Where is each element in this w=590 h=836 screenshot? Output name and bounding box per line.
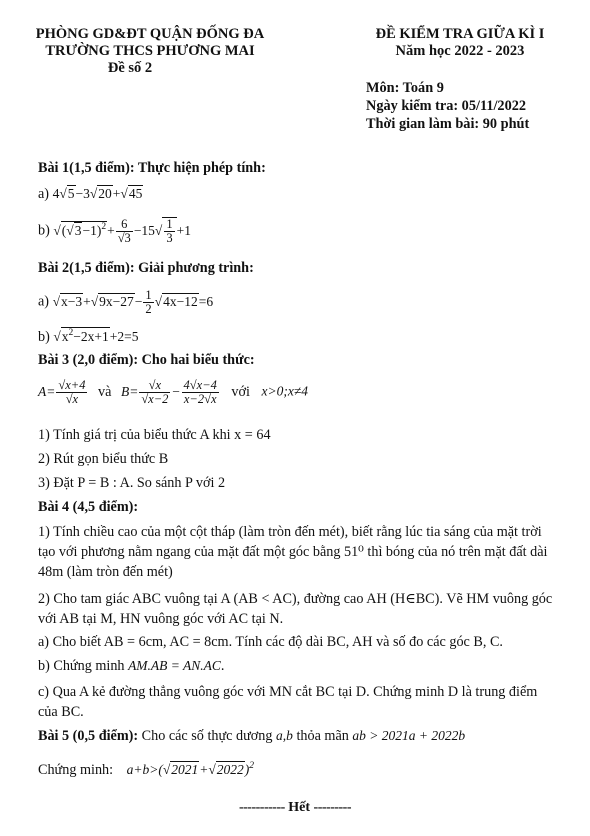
school-year: Năm học 2022 - 2023 — [395, 43, 525, 59]
bai2-b-expression: $√x^2-2x+1+2=5$ — [53, 328, 139, 344]
exam-duration: Thời gian làm bài: 90 phút — [366, 116, 530, 132]
bai1-b: b) $√(√3-1)^2+$ $\frac{6}{√3}$ −15√ $\frac{1}{3}$ +1 — [38, 217, 191, 245]
bai5-proof: Chứng minh: $a+b>(√2021+√2022)^2$ — [38, 761, 255, 778]
bai5-inequality: $a+b>(√2021+√2022)^2$ — [126, 761, 255, 777]
bai4-pa: a) Cho biết AB = 6cm, AC = 8cm. Tính các độ dài BC, AH và số đo các góc B, C. — [38, 634, 503, 650]
bai1-b-expression: $√(√3-1)^2+$ $\frac{6}{√3}$ −15√ $\frac{1}{3}$ +1 — [53, 217, 191, 245]
end-marker: ----------- Hết --------- — [238, 800, 352, 815]
bai3-q1: 1) Tính giá trị của biểu thức A khi x = 64 — [38, 427, 271, 443]
expression-A: A= $\frac{√x+4}{√x}$ — [38, 378, 86, 406]
bai3-q2: 2) Rút gọn biểu thức B — [38, 451, 169, 467]
bai1-a-expression: 4√5−3√20+√45 — [52, 186, 143, 201]
bai1-a: a) 4√5−3√20+√45 — [38, 186, 143, 202]
bai4-p2: 2) Cho tam giác ABC vuông tại A (AB < AC), đường cao AH (H∈BC). Vẽ HM vuông góc với AB tại M, HN vuông góc với AC tại N. — [38, 591, 553, 627]
bai3-title: Bài 3 (2,0 điểm): Cho hai biểu thức: — [38, 352, 255, 368]
bai2-title: Bài 2(1,5 điểm): Giải phương trình: — [38, 260, 254, 276]
exam-date: Ngày kiểm tra: 05/11/2022 — [366, 98, 527, 114]
bai2-a-expression: √x−3+√9x−27− $\frac{1}{2}$ √4x−12=6 — [52, 288, 214, 316]
bai3-expressions: A= $\frac{√x+4}{√x}$ và B= $\frac{√x}{√x-2}$ − $\frac{4√x-4}{x-2√x}$ với x>0;x≠4 — [38, 378, 309, 406]
bai5-title: Bài 5 (0,5 điểm): Cho các số thực dương a,b thỏa mãn ab > 2021a + 2022b — [38, 728, 466, 744]
domain-condition: x>0;x≠4 — [261, 383, 309, 399]
bai4-p1: 1) Tính chiều cao của một cột tháp (làm tròn đến mét), biết rằng lúc tia sáng của mặt trời tạo với phương nằm ngang của mặt đất một góc bằng 51⁰ thì bóng của nó trên mặt đất dài 48m (làm tròn đến mét) — [38, 524, 548, 580]
department-name: PHÒNG GD&ĐT QUẬN ĐỐNG ĐA — [35, 26, 265, 42]
exam-title: ĐỀ KIỂM TRA GIỮA KÌ I — [375, 26, 545, 42]
bai3-q3: 3) Đặt P = B : A. So sánh P với 2 — [38, 475, 226, 491]
expression-B: B= $\frac{√x}{√x-2}$ − $\frac{4√x-4}{x-2√x}$ — [120, 378, 217, 406]
bai2-a: a) √x−3+√9x−27− $\frac{1}{2}$ √4x−12=6 — [38, 288, 214, 316]
school-name: TRƯỜNG THCS PHƯƠNG MAI — [45, 43, 255, 59]
bai1-title: Bài 1(1,5 điểm): Thực hiện phép tính: — [38, 160, 266, 176]
bai4-pc: c) Qua A kẻ đường thẳng vuông góc với MN cắt BC tại D. Chứng minh D là trung điểm của BC. — [38, 684, 538, 720]
bai2-b: b) $√x^2-2x+1+2=5$ — [38, 328, 139, 345]
bai4-pb: b) Chứng minh AM.AB = AN.AC. — [38, 658, 225, 674]
exam-version: Đề số 2 — [107, 60, 153, 76]
subject: Môn: Toán 9 — [366, 80, 444, 96]
bai4-title: Bài 4 (4,5 điểm): — [38, 499, 139, 515]
